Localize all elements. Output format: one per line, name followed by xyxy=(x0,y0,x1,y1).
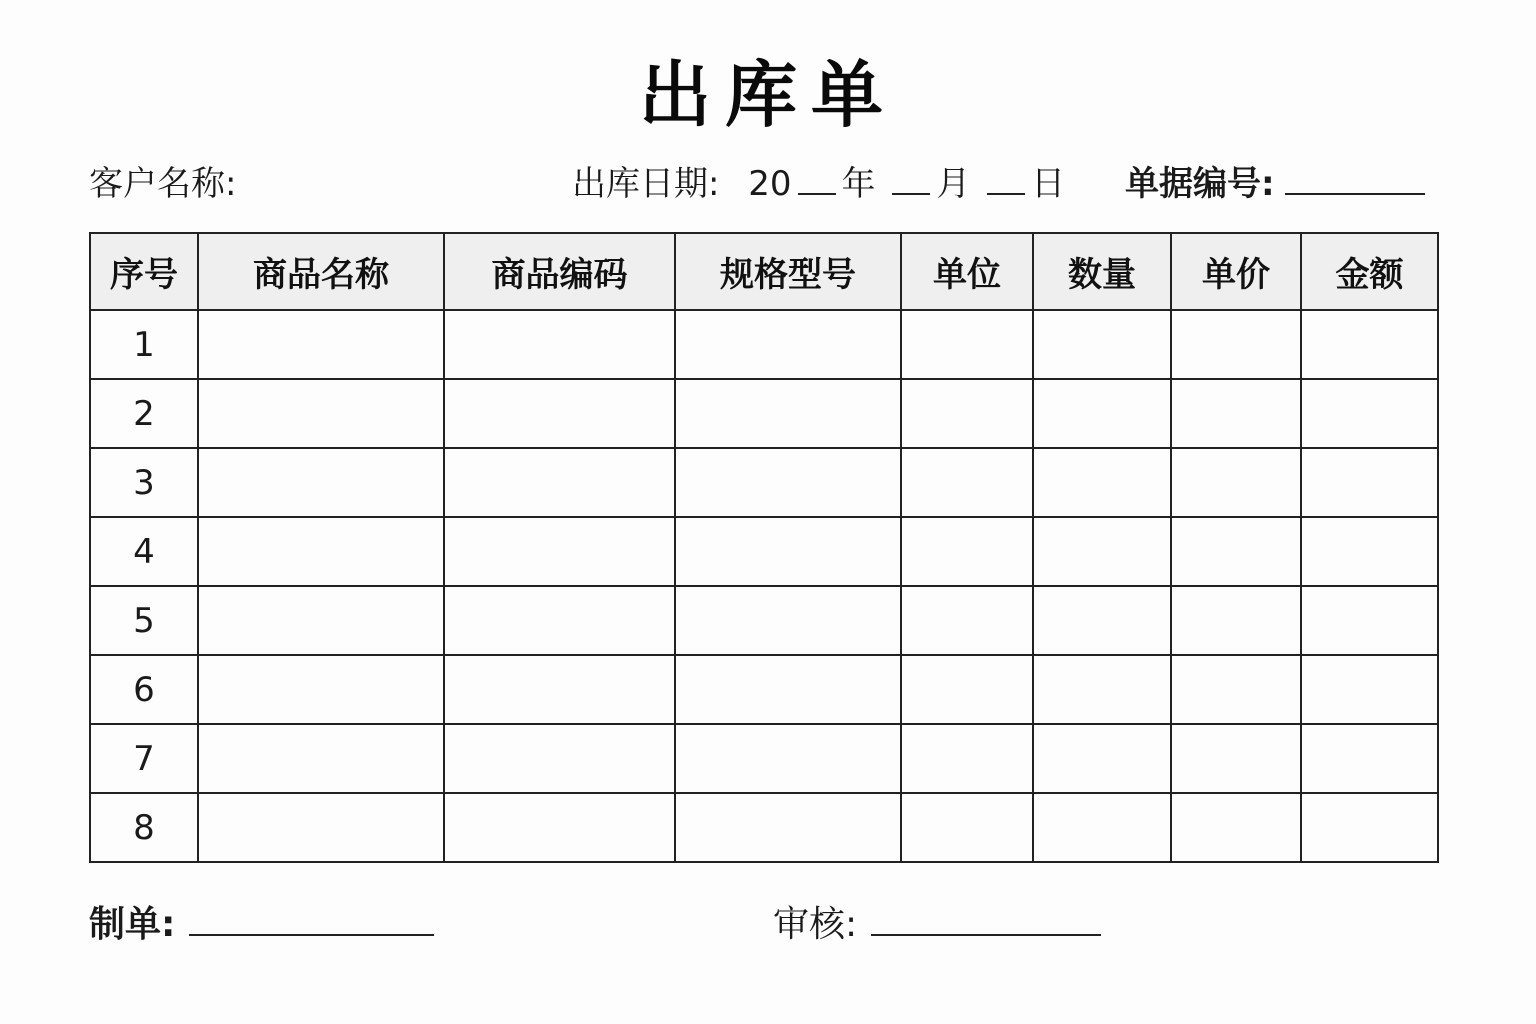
table-cell[interactable] xyxy=(444,655,675,724)
table-row xyxy=(90,517,1438,586)
table-cell[interactable] xyxy=(1033,379,1171,448)
table-cell[interactable] xyxy=(444,448,675,517)
document-number-field xyxy=(1125,162,1431,206)
table-cell[interactable] xyxy=(1033,586,1171,655)
table-cell[interactable] xyxy=(1033,448,1171,517)
table-cell[interactable] xyxy=(901,724,1033,793)
row-number-cell: 3 xyxy=(90,448,198,517)
table-cell[interactable] xyxy=(1033,655,1171,724)
table-cell[interactable] xyxy=(444,724,675,793)
table-cell[interactable] xyxy=(901,448,1033,517)
row-number-cell: 2 xyxy=(90,379,198,448)
table-cell[interactable] xyxy=(675,793,901,862)
prepared-by-label: 制单: xyxy=(89,904,176,945)
table-cell[interactable] xyxy=(1171,655,1301,724)
table-cell[interactable] xyxy=(1171,793,1301,862)
table-cell[interactable] xyxy=(675,448,901,517)
day-blank[interactable] xyxy=(987,163,1025,195)
table-cell[interactable] xyxy=(1033,517,1171,586)
table-cell[interactable] xyxy=(444,517,675,586)
table-row xyxy=(90,310,1438,379)
table-cell[interactable] xyxy=(1301,724,1438,793)
table-row xyxy=(90,586,1438,655)
row-number-cell: 4 xyxy=(90,517,198,586)
reviewed-by-label: 审核: xyxy=(773,904,858,945)
year-blank[interactable] xyxy=(798,163,836,195)
table-cell[interactable] xyxy=(1301,655,1438,724)
row-number-cell: 5 xyxy=(90,586,198,655)
table-cell[interactable] xyxy=(901,379,1033,448)
table-cell[interactable] xyxy=(1171,448,1301,517)
month-label: 月 xyxy=(936,164,971,204)
year-prefix: 20 xyxy=(748,164,792,204)
table-cell[interactable] xyxy=(901,586,1033,655)
table-cell[interactable] xyxy=(1033,310,1171,379)
row-number-cell: 6 xyxy=(90,655,198,724)
table-cell[interactable] xyxy=(198,793,444,862)
outbound-date-field xyxy=(572,162,1065,206)
table-row xyxy=(90,793,1438,862)
year-label: 年 xyxy=(841,164,876,204)
column-header: 商品名称 xyxy=(198,233,444,310)
table-cell[interactable] xyxy=(1171,379,1301,448)
table-cell[interactable] xyxy=(1301,310,1438,379)
table-cell[interactable] xyxy=(444,793,675,862)
table-cell[interactable] xyxy=(198,517,444,586)
row-number-cell: 8 xyxy=(90,793,198,862)
table-row xyxy=(90,724,1438,793)
column-header: 单位 xyxy=(901,233,1033,310)
day-label: 日 xyxy=(1031,164,1066,204)
column-header: 金额 xyxy=(1301,233,1438,310)
table-cell[interactable] xyxy=(901,655,1033,724)
customer-name-label: 客户名称: xyxy=(89,164,237,204)
table-cell[interactable] xyxy=(1301,586,1438,655)
month-blank[interactable] xyxy=(892,163,930,195)
table-header-row xyxy=(90,233,1438,310)
reviewed-by-field xyxy=(773,898,1101,949)
table-cell[interactable] xyxy=(901,517,1033,586)
row-number-cell: 1 xyxy=(90,310,198,379)
table-cell[interactable] xyxy=(1171,586,1301,655)
table-cell[interactable] xyxy=(444,586,675,655)
table-cell[interactable] xyxy=(1301,379,1438,448)
table-cell[interactable] xyxy=(1301,793,1438,862)
column-header: 商品编码 xyxy=(444,233,675,310)
column-header: 规格型号 xyxy=(675,233,901,310)
table-cell[interactable] xyxy=(198,448,444,517)
table-cell[interactable] xyxy=(198,586,444,655)
table-cell[interactable] xyxy=(444,310,675,379)
column-header: 数量 xyxy=(1033,233,1171,310)
table-cell[interactable] xyxy=(1171,724,1301,793)
document-number-blank[interactable] xyxy=(1285,163,1425,195)
table-cell[interactable] xyxy=(1301,448,1438,517)
prepared-by-field xyxy=(89,898,434,949)
table-row xyxy=(90,379,1438,448)
table-row xyxy=(90,655,1438,724)
page-title: 出库单 xyxy=(638,53,897,137)
table-cell[interactable] xyxy=(675,655,901,724)
document-number-label: 单据编号: xyxy=(1125,164,1275,204)
row-number-cell: 7 xyxy=(90,724,198,793)
customer-name-field[interactable] xyxy=(89,162,236,206)
table-cell[interactable] xyxy=(198,724,444,793)
table-cell[interactable] xyxy=(444,379,675,448)
prepared-by-signature-line[interactable] xyxy=(189,898,434,936)
outbound-items-table xyxy=(89,232,1439,863)
table-cell[interactable] xyxy=(675,586,901,655)
table-cell[interactable] xyxy=(1171,517,1301,586)
table-cell[interactable] xyxy=(675,724,901,793)
table-cell[interactable] xyxy=(198,379,444,448)
table-cell[interactable] xyxy=(675,517,901,586)
column-header: 序号 xyxy=(90,233,198,310)
table-cell[interactable] xyxy=(1033,793,1171,862)
table-cell[interactable] xyxy=(901,310,1033,379)
table-cell[interactable] xyxy=(901,793,1033,862)
table-cell[interactable] xyxy=(675,310,901,379)
table-cell[interactable] xyxy=(198,310,444,379)
reviewed-by-signature-line[interactable] xyxy=(871,898,1101,936)
column-header: 单价 xyxy=(1171,233,1301,310)
outbound-date-label: 出库日期: xyxy=(572,164,720,204)
table-row xyxy=(90,448,1438,517)
table-cell[interactable] xyxy=(1033,724,1171,793)
table-cell[interactable] xyxy=(675,379,901,448)
table-cell[interactable] xyxy=(1171,310,1301,379)
table-cell[interactable] xyxy=(1301,517,1438,586)
table-cell[interactable] xyxy=(198,655,444,724)
